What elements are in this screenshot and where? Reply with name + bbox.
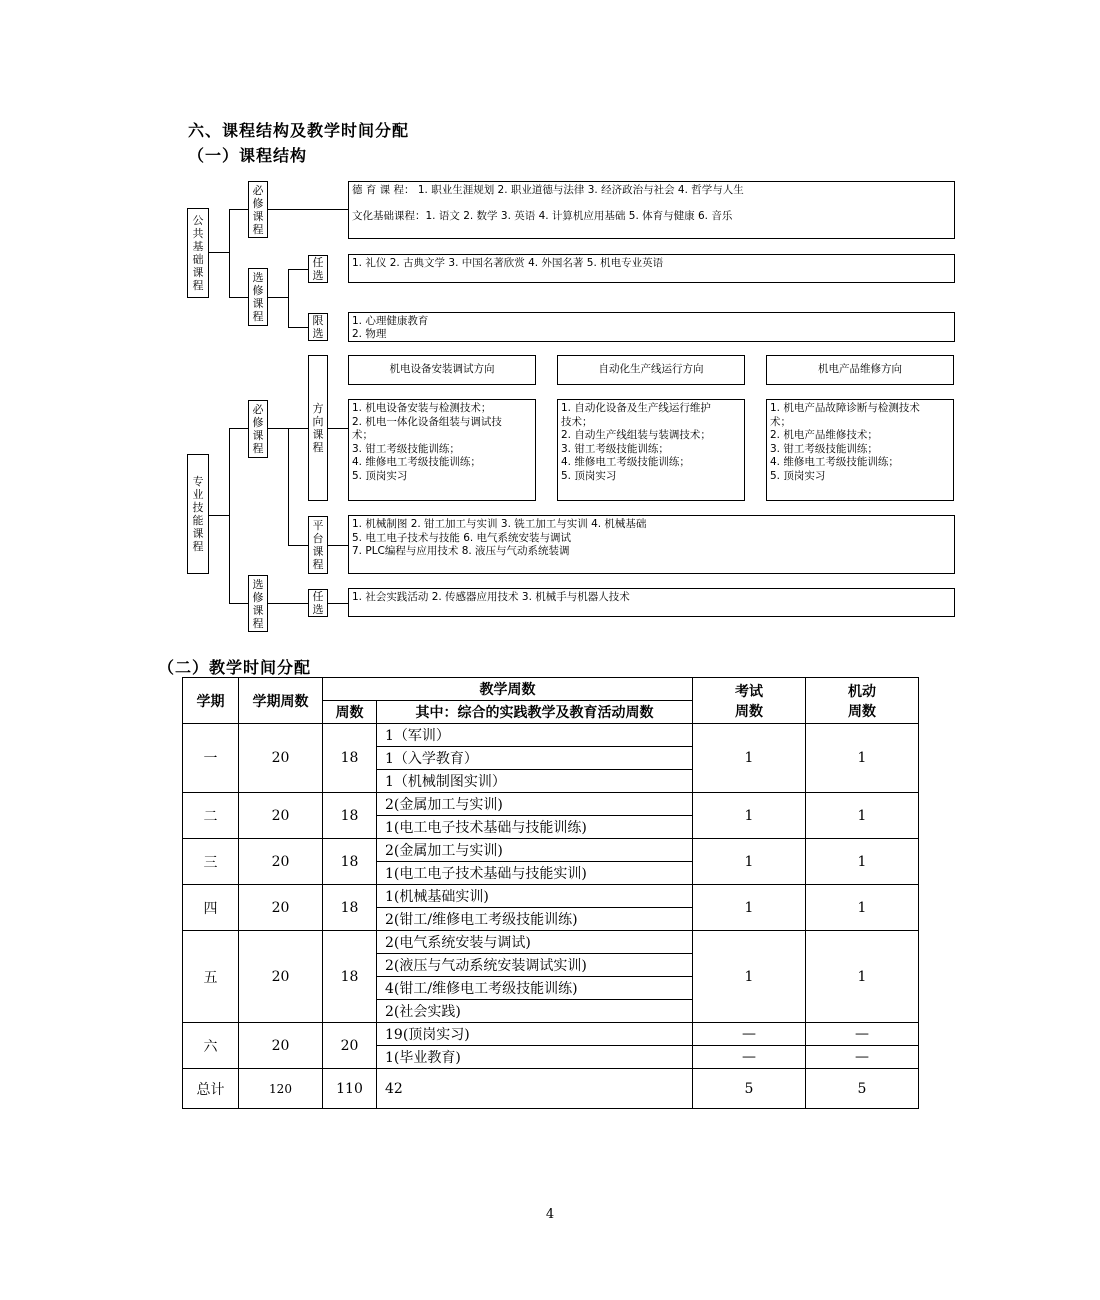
vertical-char: 选 bbox=[252, 271, 264, 284]
term-6-cell: 六 bbox=[183, 1023, 239, 1069]
direction-1-content bbox=[348, 399, 536, 501]
vertical-char: 修 bbox=[252, 196, 264, 210]
public-basic-courses-box bbox=[187, 208, 209, 298]
exam-weeks-cell: 1 bbox=[693, 724, 806, 793]
professional-required-box bbox=[248, 400, 268, 458]
vertical-char: 课 bbox=[252, 429, 264, 442]
flex-weeks-cell: 1 bbox=[806, 724, 919, 793]
public-elective-box bbox=[248, 268, 268, 326]
teaching-weeks-cell: 18 bbox=[323, 793, 377, 839]
platform-courses-content bbox=[348, 515, 955, 574]
flex-weeks-cell: 1 bbox=[806, 793, 919, 839]
direction-courses-box bbox=[308, 355, 328, 501]
flex-weeks-cell: 1 bbox=[806, 839, 919, 885]
professional-elective-box bbox=[248, 575, 268, 632]
vertical-char: 业 bbox=[192, 488, 204, 501]
total-exam-weeks: 5 bbox=[693, 1069, 806, 1109]
header-practice-weeks: 其中：综合的实践教学及教育活动周数 bbox=[377, 701, 693, 724]
dir-item: 5. 顶岗实习 bbox=[561, 469, 617, 482]
limited-elective-box bbox=[308, 313, 328, 341]
practice-activity-cell: 1（机械制图实训） bbox=[377, 770, 693, 793]
term-cell: 一 bbox=[183, 724, 239, 793]
exam-weeks-cell: 1 bbox=[693, 885, 806, 931]
subsection-structure-heading: （一）课程结构 bbox=[188, 146, 308, 165]
header-flex-line1: 机动 bbox=[848, 683, 876, 700]
vertical-char: 选 bbox=[312, 269, 324, 282]
dir-item: 1. 机电设备安装与检测技术； bbox=[352, 402, 492, 414]
vertical-char: 程 bbox=[312, 441, 324, 454]
practice-activity-cell: 1（军训） bbox=[377, 724, 693, 747]
practice-activity-cell: 2(金属加工与实训) bbox=[377, 839, 693, 862]
direction-2-title-text: 自动化生产线运行方向 bbox=[598, 363, 704, 376]
term-weeks-cell: 20 bbox=[239, 839, 323, 885]
dir-item: 1. 自动化设备及生产线运行维护 bbox=[561, 402, 711, 414]
vertical-char: 方 bbox=[312, 402, 324, 415]
practice-activity-cell: 1(电工电子技术基础与技能实训) bbox=[377, 862, 693, 885]
term-6-activity: 19(顶岗实习) bbox=[377, 1023, 693, 1046]
header-flex-weeks bbox=[806, 678, 919, 724]
page-number: 4 bbox=[545, 1207, 555, 1222]
vertical-char: 课 bbox=[192, 266, 204, 279]
header-term: 学期 bbox=[183, 678, 239, 724]
header-teaching-weeks: 教学周数 bbox=[323, 678, 693, 701]
public-required-content bbox=[348, 181, 955, 239]
term-6-weeks: 20 bbox=[239, 1023, 323, 1069]
vertical-char: 技 bbox=[192, 501, 204, 514]
term-cell: 四 bbox=[183, 885, 239, 931]
table-row bbox=[183, 724, 919, 747]
vertical-char: 向 bbox=[312, 415, 324, 428]
vertical-char: 限 bbox=[312, 314, 324, 327]
teaching-schedule-table bbox=[182, 677, 919, 1109]
total-term-weeks: 120 bbox=[239, 1069, 323, 1109]
platform-item: 5. 电工电子技术与技能 6. 电气系统安装与调试 bbox=[352, 531, 572, 544]
teaching-weeks-cell: 18 bbox=[323, 724, 377, 793]
term-6-flex: — bbox=[806, 1046, 919, 1069]
header-exam-line2: 周数 bbox=[735, 703, 763, 720]
vertical-char: 选 bbox=[312, 603, 324, 616]
practice-activity-cell: 1(机械基础实训) bbox=[377, 885, 693, 908]
vertical-char: 修 bbox=[252, 284, 264, 297]
header-flex-line2: 周数 bbox=[848, 703, 876, 720]
dir-item: 5. 顶岗实习 bbox=[770, 469, 826, 482]
term-weeks-cell: 20 bbox=[239, 931, 323, 1023]
vertical-char: 程 bbox=[252, 222, 264, 236]
term-cell: 二 bbox=[183, 793, 239, 839]
practice-activity-cell: 2(金属加工与实训) bbox=[377, 793, 693, 816]
vertical-char: 程 bbox=[312, 558, 324, 571]
vertical-char: 础 bbox=[192, 253, 204, 266]
vertical-char: 修 bbox=[252, 416, 264, 429]
total-label: 总计 bbox=[183, 1069, 239, 1109]
vertical-char: 课 bbox=[252, 209, 264, 223]
vertical-char: 课 bbox=[192, 527, 204, 540]
practice-activity-cell: 1(电工电子技术基础与技能训练) bbox=[377, 816, 693, 839]
term-6-exam: — bbox=[693, 1046, 806, 1069]
dir-item: 技术； bbox=[561, 415, 593, 428]
dir-item: 术； bbox=[352, 429, 373, 441]
vertical-char: 课 bbox=[312, 428, 324, 441]
vertical-char: 能 bbox=[192, 514, 204, 527]
section-heading: 六、课程结构及教学时间分配 bbox=[188, 121, 410, 140]
vertical-char: 公 bbox=[192, 214, 204, 227]
total-practice-weeks: 42 bbox=[377, 1069, 693, 1109]
table-row bbox=[183, 839, 919, 862]
limited-elective-item: 1. 心理健康教育 bbox=[352, 315, 429, 327]
term-cell: 五 bbox=[183, 931, 239, 1023]
dir-item: 2. 机电一体化设备组装与调试技 bbox=[352, 415, 502, 428]
direction-3-title bbox=[766, 355, 954, 385]
term-6-flex: — bbox=[806, 1023, 919, 1046]
professional-any-elective-box bbox=[308, 589, 328, 617]
practice-activity-cell: 1（入学教育） bbox=[377, 747, 693, 770]
direction-2-content bbox=[557, 399, 745, 501]
vertical-char: 选 bbox=[252, 577, 264, 591]
practice-activity-cell: 2(钳工/维修电工考级技能训练) bbox=[377, 908, 693, 931]
total-teaching-weeks: 110 bbox=[323, 1069, 377, 1109]
vertical-char: 课 bbox=[252, 603, 264, 617]
vertical-char: 课 bbox=[312, 545, 324, 558]
teaching-weeks-cell: 18 bbox=[323, 931, 377, 1023]
dir-item: 3. 钳工考级技能训练； bbox=[352, 442, 460, 455]
dir-item: 2. 自动生产线组装与装调技术； bbox=[561, 429, 711, 441]
dir-item: 3. 钳工考级技能训练； bbox=[770, 442, 878, 455]
vertical-char: 共 bbox=[192, 227, 204, 240]
total-flex-weeks: 5 bbox=[806, 1069, 919, 1109]
practice-activity-cell: 2(液压与气动系统安装调试实训) bbox=[377, 954, 693, 977]
any-elective-content bbox=[348, 254, 955, 283]
term-cell: 三 bbox=[183, 839, 239, 885]
header-weeks: 周数 bbox=[323, 701, 377, 724]
table-row bbox=[183, 793, 919, 816]
professional-any-elective-content bbox=[348, 588, 955, 617]
practice-activity-cell: 2(电气系统安装与调试) bbox=[377, 931, 693, 954]
vertical-char: 课 bbox=[252, 297, 264, 310]
vertical-char: 程 bbox=[252, 310, 264, 323]
vertical-char: 任 bbox=[312, 256, 324, 269]
dir-item: 4. 维修电工考级技能训练； bbox=[770, 456, 899, 468]
moral-courses-line: 德 育 课 程： 1. 职业生涯规划 2. 职业道德与法律 3. 经济政治与社会 4. 哲学与人生 bbox=[352, 184, 744, 196]
platform-item: 1. 机械制图 2. 钳工加工与实训 3. 铣工加工与实训 4. 机械基础 bbox=[352, 518, 647, 530]
vertical-char: 任 bbox=[312, 590, 324, 603]
direction-2-title bbox=[557, 355, 745, 385]
any-elective-list: 1. 礼仪 2. 古典文学 3. 中国名著欣赏 4. 外国名著 5. 机电专业英语 bbox=[352, 257, 664, 269]
dir-item: 1. 机电产品故障诊断与检测技术 bbox=[770, 402, 920, 414]
teaching-weeks-cell: 18 bbox=[323, 839, 377, 885]
vertical-char: 程 bbox=[192, 279, 204, 292]
platform-courses-box bbox=[308, 516, 328, 574]
direction-1-title-text: 机电设备安装调试方向 bbox=[389, 363, 495, 376]
term-6-activity: 1(毕业教育) bbox=[377, 1046, 693, 1069]
professional-any-elective-list: 1. 社会实践活动 2. 传感器应用技术 3. 机械手与机器人技术 bbox=[352, 591, 630, 603]
header-exam-line1: 考试 bbox=[735, 683, 763, 700]
header-term-weeks: 学期周数 bbox=[239, 678, 323, 724]
vertical-char: 修 bbox=[252, 590, 264, 604]
dir-item: 4. 维修电工考级技能训练； bbox=[561, 456, 690, 468]
vertical-char: 选 bbox=[312, 327, 324, 340]
exam-weeks-cell: 1 bbox=[693, 839, 806, 885]
vertical-char: 程 bbox=[252, 442, 264, 455]
vertical-char: 基 bbox=[192, 240, 204, 253]
exam-weeks-cell: 1 bbox=[693, 793, 806, 839]
professional-skill-courses-box bbox=[187, 454, 209, 574]
dir-item: 3. 钳工考级技能训练； bbox=[561, 442, 669, 455]
practice-activity-cell: 2(社会实践) bbox=[377, 1000, 693, 1023]
term-6-exam: — bbox=[693, 1023, 806, 1046]
term-6-teaching-weeks: 20 bbox=[323, 1023, 377, 1069]
term-weeks-cell: 20 bbox=[239, 885, 323, 931]
term-weeks-cell: 20 bbox=[239, 793, 323, 839]
table-row bbox=[183, 931, 919, 954]
table-row bbox=[183, 885, 919, 908]
vertical-char: 程 bbox=[192, 540, 204, 553]
public-required-box bbox=[248, 181, 268, 238]
dir-item: 2. 机电产品维修技术； bbox=[770, 429, 878, 441]
subsection-schedule-heading: （二）教学时间分配 bbox=[158, 658, 312, 677]
vertical-char: 必 bbox=[252, 183, 264, 197]
limited-elective-content bbox=[348, 312, 955, 342]
vertical-char: 平 bbox=[312, 519, 324, 532]
culture-courses-line: 文化基础课程：1. 语文 2. 数学 3. 英语 4. 计算机应用基础 5. 体育与健康 6. 音乐 bbox=[352, 209, 733, 222]
direction-3-title-text: 机电产品维修方向 bbox=[818, 363, 902, 376]
direction-1-title bbox=[348, 355, 536, 385]
direction-3-content bbox=[766, 399, 954, 501]
header-exam-weeks bbox=[693, 678, 806, 724]
practice-activity-cell: 4(钳工/维修电工考级技能训练) bbox=[377, 977, 693, 1000]
term-weeks-cell: 20 bbox=[239, 724, 323, 793]
dir-item: 术； bbox=[770, 415, 791, 428]
limited-elective-item: 2. 物理 bbox=[352, 327, 387, 340]
dir-item: 5. 顶岗实习 bbox=[352, 469, 408, 482]
flex-weeks-cell: 1 bbox=[806, 885, 919, 931]
platform-item: 7. PLC编程与应用技术 8. 液压与气动系统装调 bbox=[352, 545, 570, 557]
vertical-char: 程 bbox=[252, 616, 264, 630]
teaching-weeks-cell: 18 bbox=[323, 885, 377, 931]
any-elective-box bbox=[308, 255, 328, 283]
vertical-char: 必 bbox=[252, 403, 264, 416]
dir-item: 4. 维修电工考级技能训练； bbox=[352, 456, 481, 468]
flex-weeks-cell: 1 bbox=[806, 931, 919, 1023]
vertical-char: 台 bbox=[312, 532, 324, 545]
exam-weeks-cell: 1 bbox=[693, 931, 806, 1023]
vertical-char: 专 bbox=[192, 475, 204, 488]
